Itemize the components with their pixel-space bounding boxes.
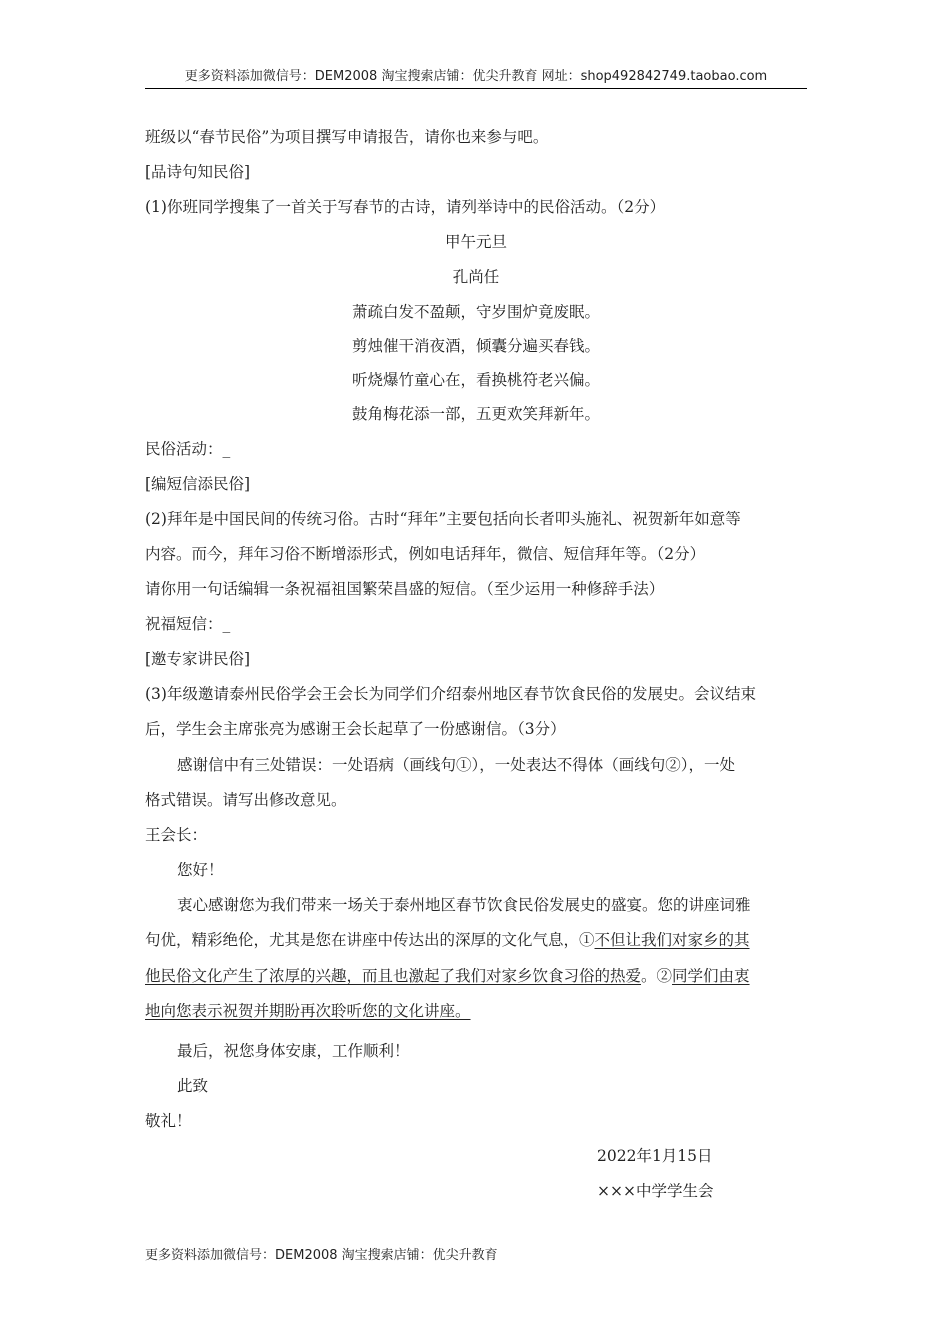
letter-jingli: 敬礼！ (145, 1112, 192, 1130)
section3-heading: [邀专家讲民俗] (145, 650, 251, 668)
section2-heading: [编短信添民俗] (145, 475, 251, 493)
letter-salutation: 王会长： (145, 826, 208, 844)
poem-title: 甲午元旦 (444, 233, 507, 251)
section1-heading: [品诗句知民俗] (145, 163, 251, 181)
letter-text: 句优，精彩绝伦，尤其是您在讲座中传达出的深厚的文化气息，① (145, 931, 595, 949)
letter-date: 2022年1月15日 (597, 1147, 713, 1165)
underlined-sentence-1-cont: 他民俗文化产生了浓厚的兴趣，而且也激起了我们对家乡饮食习俗的热爱 (145, 967, 642, 985)
letter-signer: ×××中学学生会 (597, 1182, 714, 1200)
section2-answer-label: 祝福短信：_ (145, 615, 231, 633)
section1-question: (1)你班同学搜集了一首关于写春节的古诗，请列举诗中的民俗活动。（2分） (145, 198, 666, 216)
letter-greeting: 您好！ (177, 861, 224, 879)
section2-question-line2: 内容。而今，拜年习俗不断增添形式，例如电话拜年，微信、短信拜年等。（2分） (145, 545, 706, 563)
intro-text: 班级以“春节民俗”为项目撰写申请报告，请你也来参与吧。 (145, 128, 549, 146)
section3-task-line2: 格式错误。请写出修改意见。 (145, 791, 347, 809)
section1-answer-label: 民俗活动：_ (145, 440, 231, 458)
underlined-sentence-1: 不但让我们对家乡的其 (594, 931, 750, 949)
section2-instruction: 请你用一句话编辑一条祝福祖国繁荣昌盛的短信。（至少运用一种修辞手法） (145, 580, 665, 598)
underlined-sentence-2-cont: 地向您表示祝贺并期盼再次聆听您的文化讲座。 (145, 1002, 471, 1020)
section3-question-line2: 后，学生会主席张亮为感谢王会长起草了一份感谢信。（3分） (145, 720, 566, 738)
letter-closing: 最后，祝您身体安康，工作顺利！ (177, 1042, 410, 1060)
page-footer: 更多资料添加微信号：DEM2008 淘宝搜索店铺：优尖升教育 (145, 1248, 498, 1263)
letter-body-line1: 衷心感谢您为我们带来一场关于泰州地区春节饮食民俗发展史的盛宴。您的讲座词雅 (177, 896, 751, 914)
poem-line: 鼓角梅花添一部，五更欢笑拜新年。 (351, 405, 600, 423)
section3-question-line1: (3)年级邀请泰州民俗学会王会长为同学们介绍泰州地区春节饮食民俗的发展史。会议结束 (145, 685, 756, 703)
letter-body-line4 (145, 1001, 807, 1021)
page-header: 更多资料添加微信号：DEM2008 淘宝搜索店铺：优尖升教育 网址：shop492842749.taobao.com (145, 66, 807, 89)
letter-cizhi: 此致 (177, 1077, 209, 1095)
letter-body-line3 (145, 966, 807, 986)
poem-author: 孔尚任 (452, 268, 500, 286)
underlined-sentence-2: 同学们由衷 (672, 967, 750, 985)
section2-question-line1: (2)拜年是中国民间的传统习俗。古时“拜年”主要包括向长者叩头施礼、祝贺新年如意等 (145, 510, 741, 528)
poem-line: 萧疏白发不盈颠，守岁围炉竟废眠。 (351, 303, 600, 321)
section3-task-line1: 感谢信中有三处错误：一处语病（画线句①），一处表达不得体（画线句②），一处 (177, 756, 736, 774)
poem-line: 听烧爆竹童心在，看换桃符老兴偏。 (351, 371, 600, 389)
poem-line: 剪烛催干消夜酒，倾囊分遍买春钱。 (351, 337, 600, 355)
letter-text: 。② (641, 967, 673, 985)
letter-body-line2 (145, 930, 807, 950)
